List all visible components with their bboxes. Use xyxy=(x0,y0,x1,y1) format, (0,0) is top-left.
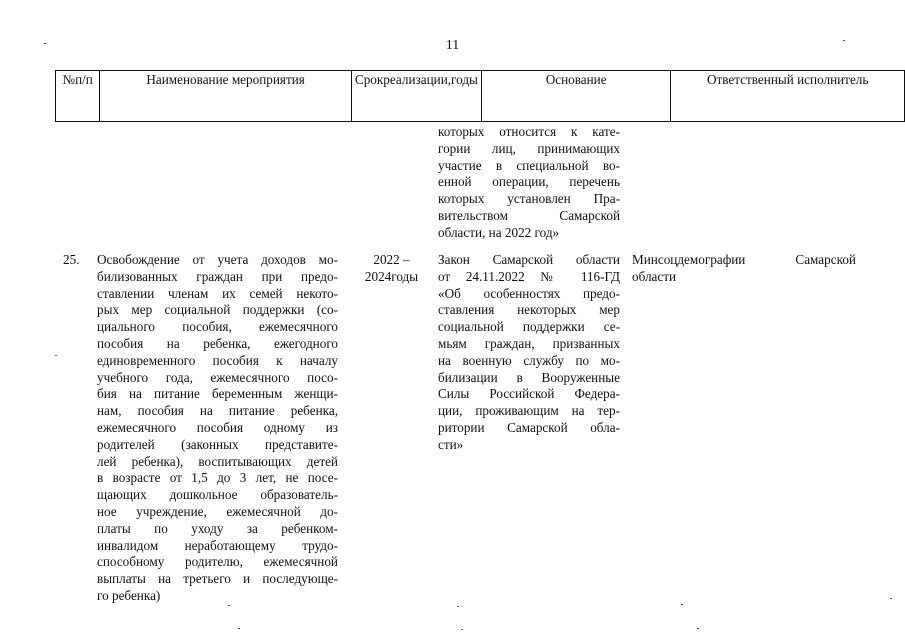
text-line: платы по уходу за ребенком- xyxy=(97,520,338,536)
text-line: циального пособия, ежемесячного xyxy=(97,319,338,335)
text-line: родителей (законных представите- xyxy=(97,436,338,452)
text-line: Основание xyxy=(545,72,607,87)
scan-speck xyxy=(681,604,683,605)
text-line: п/п xyxy=(75,72,93,87)
text-line: лей ребенка), воспитывающих детей xyxy=(97,453,338,469)
header-name-text xyxy=(103,72,348,88)
header-name xyxy=(100,71,352,122)
text-line: участие в специальной во- xyxy=(438,157,620,173)
text-line: бия на питание беременным женщи- xyxy=(97,386,338,402)
text-line: выплаты на третьего и последующе- xyxy=(97,571,338,587)
scan-speck xyxy=(44,43,46,44)
text-line: области, на 2022 год» xyxy=(438,224,560,240)
header-num xyxy=(56,71,100,122)
text-line: билизованных граждан при предо- xyxy=(97,268,338,284)
text-line: щающих дошкольное образователь- xyxy=(97,487,338,503)
text-line: которых установлен Пра- xyxy=(438,191,620,207)
text-line: Закон Самарской области xyxy=(438,252,620,267)
text-line: ное учреждение, ежемесячной до- xyxy=(97,503,338,519)
text-line: от 24.11.2022 № 116-ГД xyxy=(438,268,620,284)
text-line: области xyxy=(632,268,677,284)
header-basis-text xyxy=(485,72,667,88)
text-line: годы xyxy=(391,268,419,284)
row-term xyxy=(348,252,435,286)
header-num-text xyxy=(59,72,96,88)
text-line: Ответственный исполнитель xyxy=(706,72,869,87)
text-line: которых относится к кате- xyxy=(438,124,620,139)
page-number: 11 xyxy=(445,38,460,53)
row-name xyxy=(97,252,338,605)
text-line: ставления некоторых мер xyxy=(438,302,620,318)
text-line: Силы Российской Федера- xyxy=(438,386,620,402)
text-line: Наименование мероприятия xyxy=(146,72,305,87)
table-header xyxy=(55,70,905,122)
scan-speck xyxy=(461,629,463,630)
scan-speck xyxy=(55,355,57,356)
scan-speck xyxy=(843,40,845,41)
text-line: реализации, xyxy=(383,72,452,87)
text-line: ритории Самарской обла- xyxy=(438,419,620,435)
text-line: го ребенка) xyxy=(97,587,161,603)
scan-speck xyxy=(457,606,459,607)
text-line: сти» xyxy=(438,436,464,452)
text-line: мьям граждан, призванных xyxy=(438,335,620,351)
header-term-text xyxy=(355,72,478,88)
text-line: учебного года, ежемесячного посо- xyxy=(97,369,338,385)
text-line: пособия на ребенка, ежегодного xyxy=(97,335,338,351)
text-line: билизации в Вооруженные xyxy=(438,369,620,385)
text-line: «Об особенностях предо- xyxy=(438,285,620,301)
text-line: единовременного пособия к началу xyxy=(97,352,338,368)
text-line: Минсоцдемографии Самарской xyxy=(632,252,856,267)
text-line: ежемесячного пособия одному из xyxy=(97,419,338,435)
continuation-basis xyxy=(438,124,620,242)
text-line: рых мер социальной поддержки (со- xyxy=(97,302,338,318)
text-line: способному родителю, ежемесячной xyxy=(97,554,338,570)
scan-speck xyxy=(238,628,240,629)
text-line: № xyxy=(62,72,76,87)
header-basis xyxy=(481,71,670,122)
text-line: годы xyxy=(451,72,478,87)
text-line: на военную службу по мо- xyxy=(438,352,620,368)
text-line: Срок xyxy=(354,72,384,87)
text-line: енной операции, перечень xyxy=(438,174,620,190)
scan-speck xyxy=(697,628,699,629)
text-line: социальной поддержки се- xyxy=(438,319,620,335)
row-number: 25. xyxy=(63,252,80,267)
header-term xyxy=(351,71,481,122)
scan-speck xyxy=(228,605,230,606)
text-line: 2022 – 2024 xyxy=(364,252,410,284)
text-line: ции, проживающим на тер- xyxy=(438,403,620,419)
scan-speck xyxy=(890,598,892,599)
text-line: инвалидом неработающему трудо- xyxy=(97,537,338,553)
text-line: нам, пособия на питание ребенка, xyxy=(97,403,338,419)
header-executor-text xyxy=(674,72,901,88)
text-line: гории лиц, принимающих xyxy=(438,140,620,156)
text-line: Освобождение от учета доходов мо- xyxy=(97,252,338,267)
text-line: ставлении членам их семей некото- xyxy=(97,285,338,301)
row-basis xyxy=(438,252,620,454)
header-executor xyxy=(671,71,905,122)
text-line: в возрасте от 1,5 до 3 лет, не посе- xyxy=(97,470,338,486)
text-line: вительством Самарской xyxy=(438,207,620,223)
row-executor xyxy=(632,252,856,286)
